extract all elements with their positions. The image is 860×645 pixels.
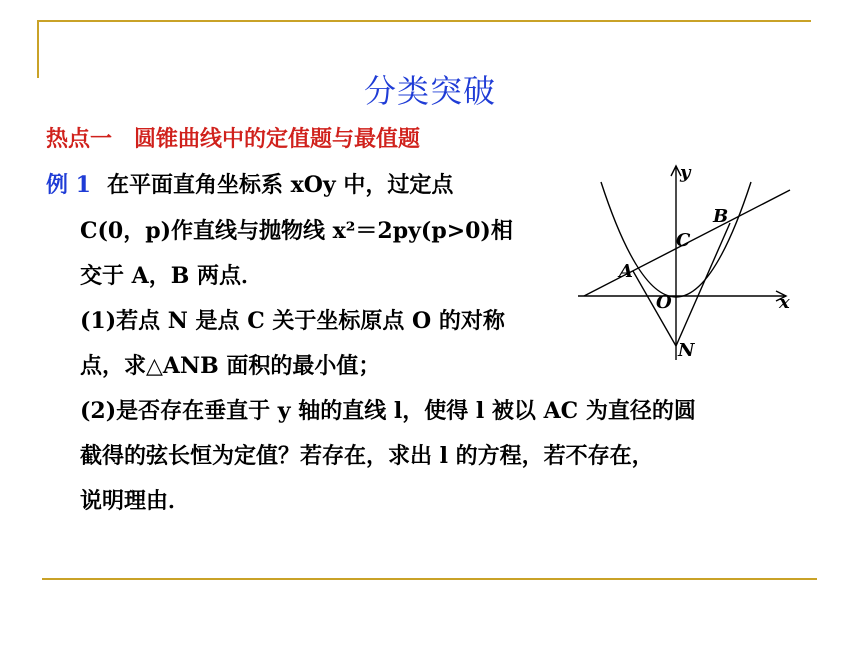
problem-line-8: 说明理由． bbox=[80, 488, 191, 514]
frame-bottom-border bbox=[42, 578, 817, 580]
parabola-figure bbox=[568, 160, 794, 364]
example-label: 例 1 bbox=[46, 172, 91, 198]
problem-line-4: (1)若点 N 是点 C 关于坐标原点 O 的对称 bbox=[80, 308, 505, 334]
y-axis-label: y bbox=[680, 162, 691, 183]
point-n-label: N bbox=[678, 340, 695, 361]
origin-label: O bbox=[656, 292, 672, 313]
problem-line-1 bbox=[46, 170, 453, 200]
problem-line-7: 截得的弦长恒为定值？若存在，求出 l 的方程，若不存在， bbox=[80, 443, 654, 469]
section-heading: 热点一 圆锥曲线中的定值题与最值题 bbox=[46, 126, 421, 152]
slide-title: 分类突破 bbox=[363, 72, 496, 110]
problem-text: 在平面直角坐标系 xOy 中，过定点 bbox=[106, 172, 454, 198]
problem-line-5: 点，求△ANB 面积的最小值； bbox=[80, 353, 381, 379]
frame-top-border bbox=[37, 20, 811, 22]
problem-line-2: C(0，p)作直线与抛物线 x²＝2py(p>0)相 bbox=[80, 218, 513, 244]
point-b-label: B bbox=[713, 206, 729, 227]
point-a-label: A bbox=[619, 261, 633, 282]
point-c-label: C bbox=[676, 230, 691, 251]
problem-line-3: 交于 A，B 两点． bbox=[80, 263, 263, 289]
problem-line-6: (2)是否存在垂直于 y 轴的直线 l，使得 l 被以 AC 为直径的圆 bbox=[80, 398, 696, 424]
x-axis-label: x bbox=[779, 292, 790, 313]
